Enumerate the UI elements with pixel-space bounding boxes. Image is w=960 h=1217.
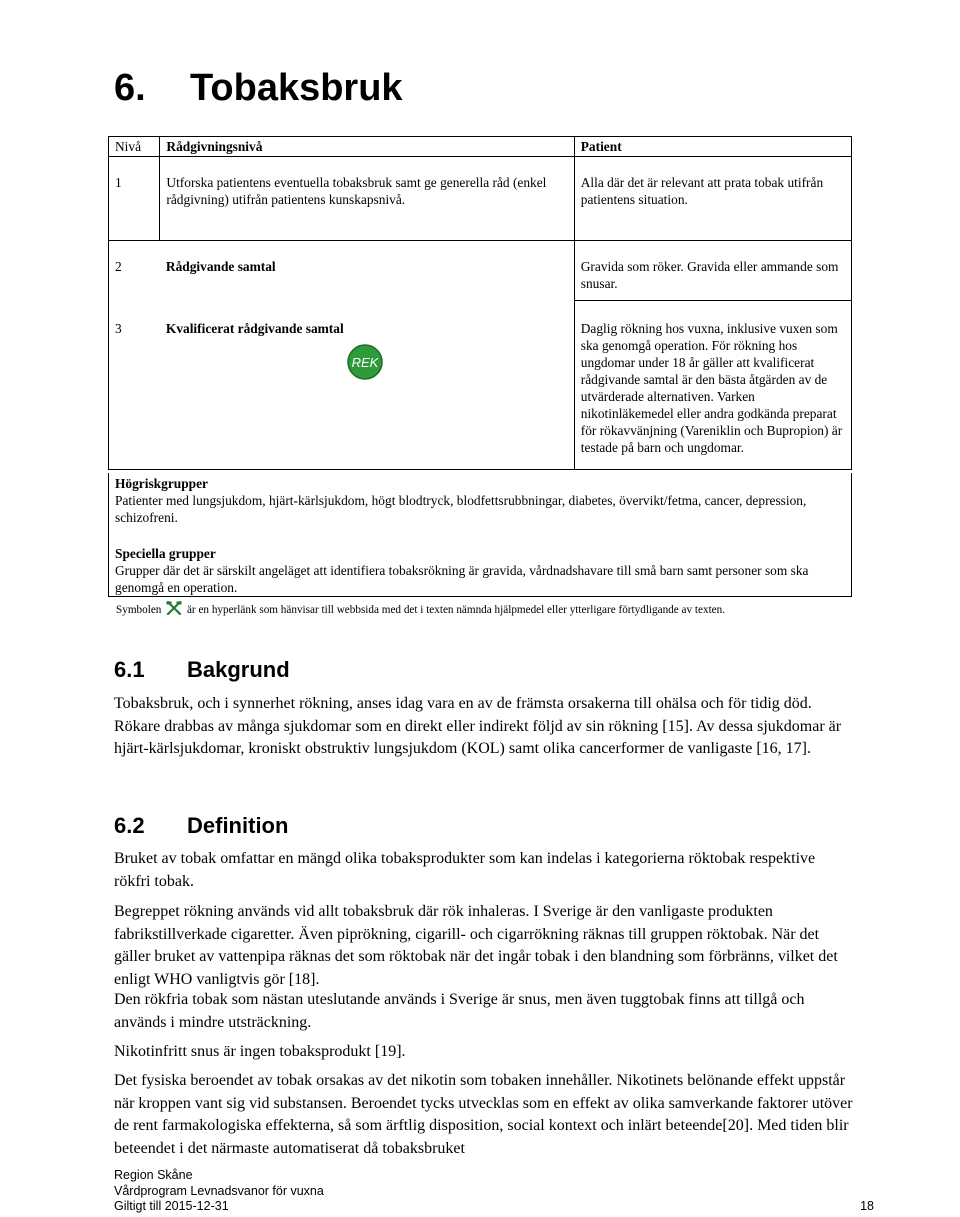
section-title: Bakgrund xyxy=(187,657,290,682)
section-body-6-2 xyxy=(114,1041,854,1064)
special-groups-text: Grupper där det är särskilt angeläget att identifiera tobaksrökning är gravida, vårdnadshavare till små barn samt personer som ska genomgå en operation. xyxy=(115,563,809,595)
paragraph: Begreppet rökning används vid allt tobaksbruk där rök inhaleras. I Sverige är den vanligaste produkten fabrikstillverkade cigaretter. Även piprökning, cigarill- och cigarrökning räknas till gruppen röktobak. När det gäller bruket av vattenpipa räknas det som röktobak när det ingår tobak i den blandning som förbränns, vilket det enligt WHO vanligtvis gör [18]. xyxy=(114,903,838,988)
paragraph: Det fysiska beroendet av tobak orsakas av det nikotin som tobaken innehåller. Nikotinets belönande effekt uppstår när kroppen vant sig vid substansen. Beroendet tycks utvecklas som en effekt av olika samverkande faktorer utöver de rent farmakologiska effekterna, så som ärftlig disposition, social kontext och inlärt beteende[20]. Med tiden blir beteendet i det närmaste automatiserat då tobaksbruket xyxy=(114,1072,853,1157)
header-patient: Patient xyxy=(574,137,851,157)
chapter-title: Tobaksbruk xyxy=(190,67,403,109)
tools-icon xyxy=(166,601,182,615)
row-patient: Gravida som röker. Gravida eller ammande som snusar. xyxy=(574,241,851,301)
section-body-6-2 xyxy=(114,848,854,893)
symbol-note-before: Symbolen xyxy=(116,604,162,616)
section-body-6-2 xyxy=(114,1070,854,1160)
section-title: Definition xyxy=(187,813,289,838)
header-advice: Rådgivningsnivå xyxy=(160,137,574,157)
section-heading-6-2 xyxy=(114,812,288,840)
risk-groups-title: Högriskgrupper xyxy=(115,476,208,491)
table-row xyxy=(109,241,852,301)
table-header-row xyxy=(109,137,852,157)
special-groups-title: Speciella grupper xyxy=(115,546,216,561)
section-heading-6-1 xyxy=(114,656,290,684)
paragraph: Tobaksbruk, och i synnerhet rökning, anses idag vara en av de främsta orsakerna till ohälsa och för tidig död. Rökare drabbas av många sjukdomar som en direkt eller indirekt följd av sin rökning [15]. Av dessa sjukdomar är hjärt-kärlsjukdomar, kroniskt obstruktiv lungsjukdom (KOL) samt olika cancerformer de vanligaste [16, 17]. xyxy=(114,695,842,757)
row-advice: Rådgivande samtal xyxy=(165,259,276,274)
row-level: 3 xyxy=(109,301,160,470)
patient-groups-box xyxy=(108,473,852,597)
advice-level-table xyxy=(108,136,852,470)
rek-badge-icon[interactable] xyxy=(344,344,386,380)
paragraph: Bruket av tobak omfattar en mängd olika tobaksprodukter som kan indelas i kategorierna röktobak respektive rökfri tobak. xyxy=(114,850,816,890)
section-body-6-2 xyxy=(114,901,854,991)
row-level: 1 xyxy=(109,157,160,241)
risk-groups-text: Patienter med lungsjukdom, hjärt-kärlsjukdom, högt blodtryck, blodfettsrubbningar, diabetes, övervikt/fetma, cancer, depression, schizofreni. xyxy=(115,493,807,525)
symbol-note-after: är en hyperlänk som hänvisar till webbsida med det i texten nämnda hjälpmedel eller ytterligare förtydligande av texten. xyxy=(186,604,726,616)
footer-org: Region Skåne xyxy=(114,1168,193,1182)
section-number: 6.1 xyxy=(114,657,145,682)
row-advice: Kvalificerat rådgivande samtal xyxy=(160,301,574,470)
paragraph: Nikotinfritt snus är ingen tobaksprodukt [19]. xyxy=(114,1043,406,1060)
chapter-heading xyxy=(114,64,403,112)
paragraph: Den rökfria tobak som nästan uteslutande används i Sverige är snus, men även tuggtobak finns att tillgå och används i mindre utsträckning. xyxy=(114,991,805,1031)
table-row xyxy=(109,301,852,470)
row-patient: Alla där det är relevant att prata tobak utifrån patientens situation. xyxy=(574,157,851,241)
footer-valid: Giltigt till 2015-12-31 xyxy=(114,1199,229,1213)
page-number: 18 xyxy=(860,1199,874,1213)
footer-doc: Vårdprogram Levnadsvanor för vuxna xyxy=(114,1183,324,1198)
row-level: 2 xyxy=(109,241,160,301)
section-number: 6.2 xyxy=(114,813,145,838)
header-level: Nivå xyxy=(109,137,160,157)
symbol-note xyxy=(116,601,856,617)
table-row xyxy=(109,157,852,241)
chapter-number: 6. xyxy=(114,67,146,109)
row-patient: Daglig rökning hos vuxna, inklusive vuxen som ska genomgå operation. För rökning hos ungdomar under 18 år gäller att kvalificerat rådgivande samtal är den bästa åtgärden av de utvärderade alternativen. Varken nikotinläkemedel eller andra godkända preparat för rökavvänjning (Vareniklin och Bupropion) är testade på barn och ungdomar. xyxy=(574,301,851,470)
rek-badge-label: REK xyxy=(351,355,379,370)
section-body-6-2 xyxy=(114,989,854,1034)
page-footer xyxy=(114,1168,874,1215)
section-body-6-1 xyxy=(114,693,854,761)
row-advice: Utforska patientens eventuella tobaksbruk samt ge generella råd (enkel rådgivning) utifrån patientens kunskapsnivå. xyxy=(160,157,574,241)
